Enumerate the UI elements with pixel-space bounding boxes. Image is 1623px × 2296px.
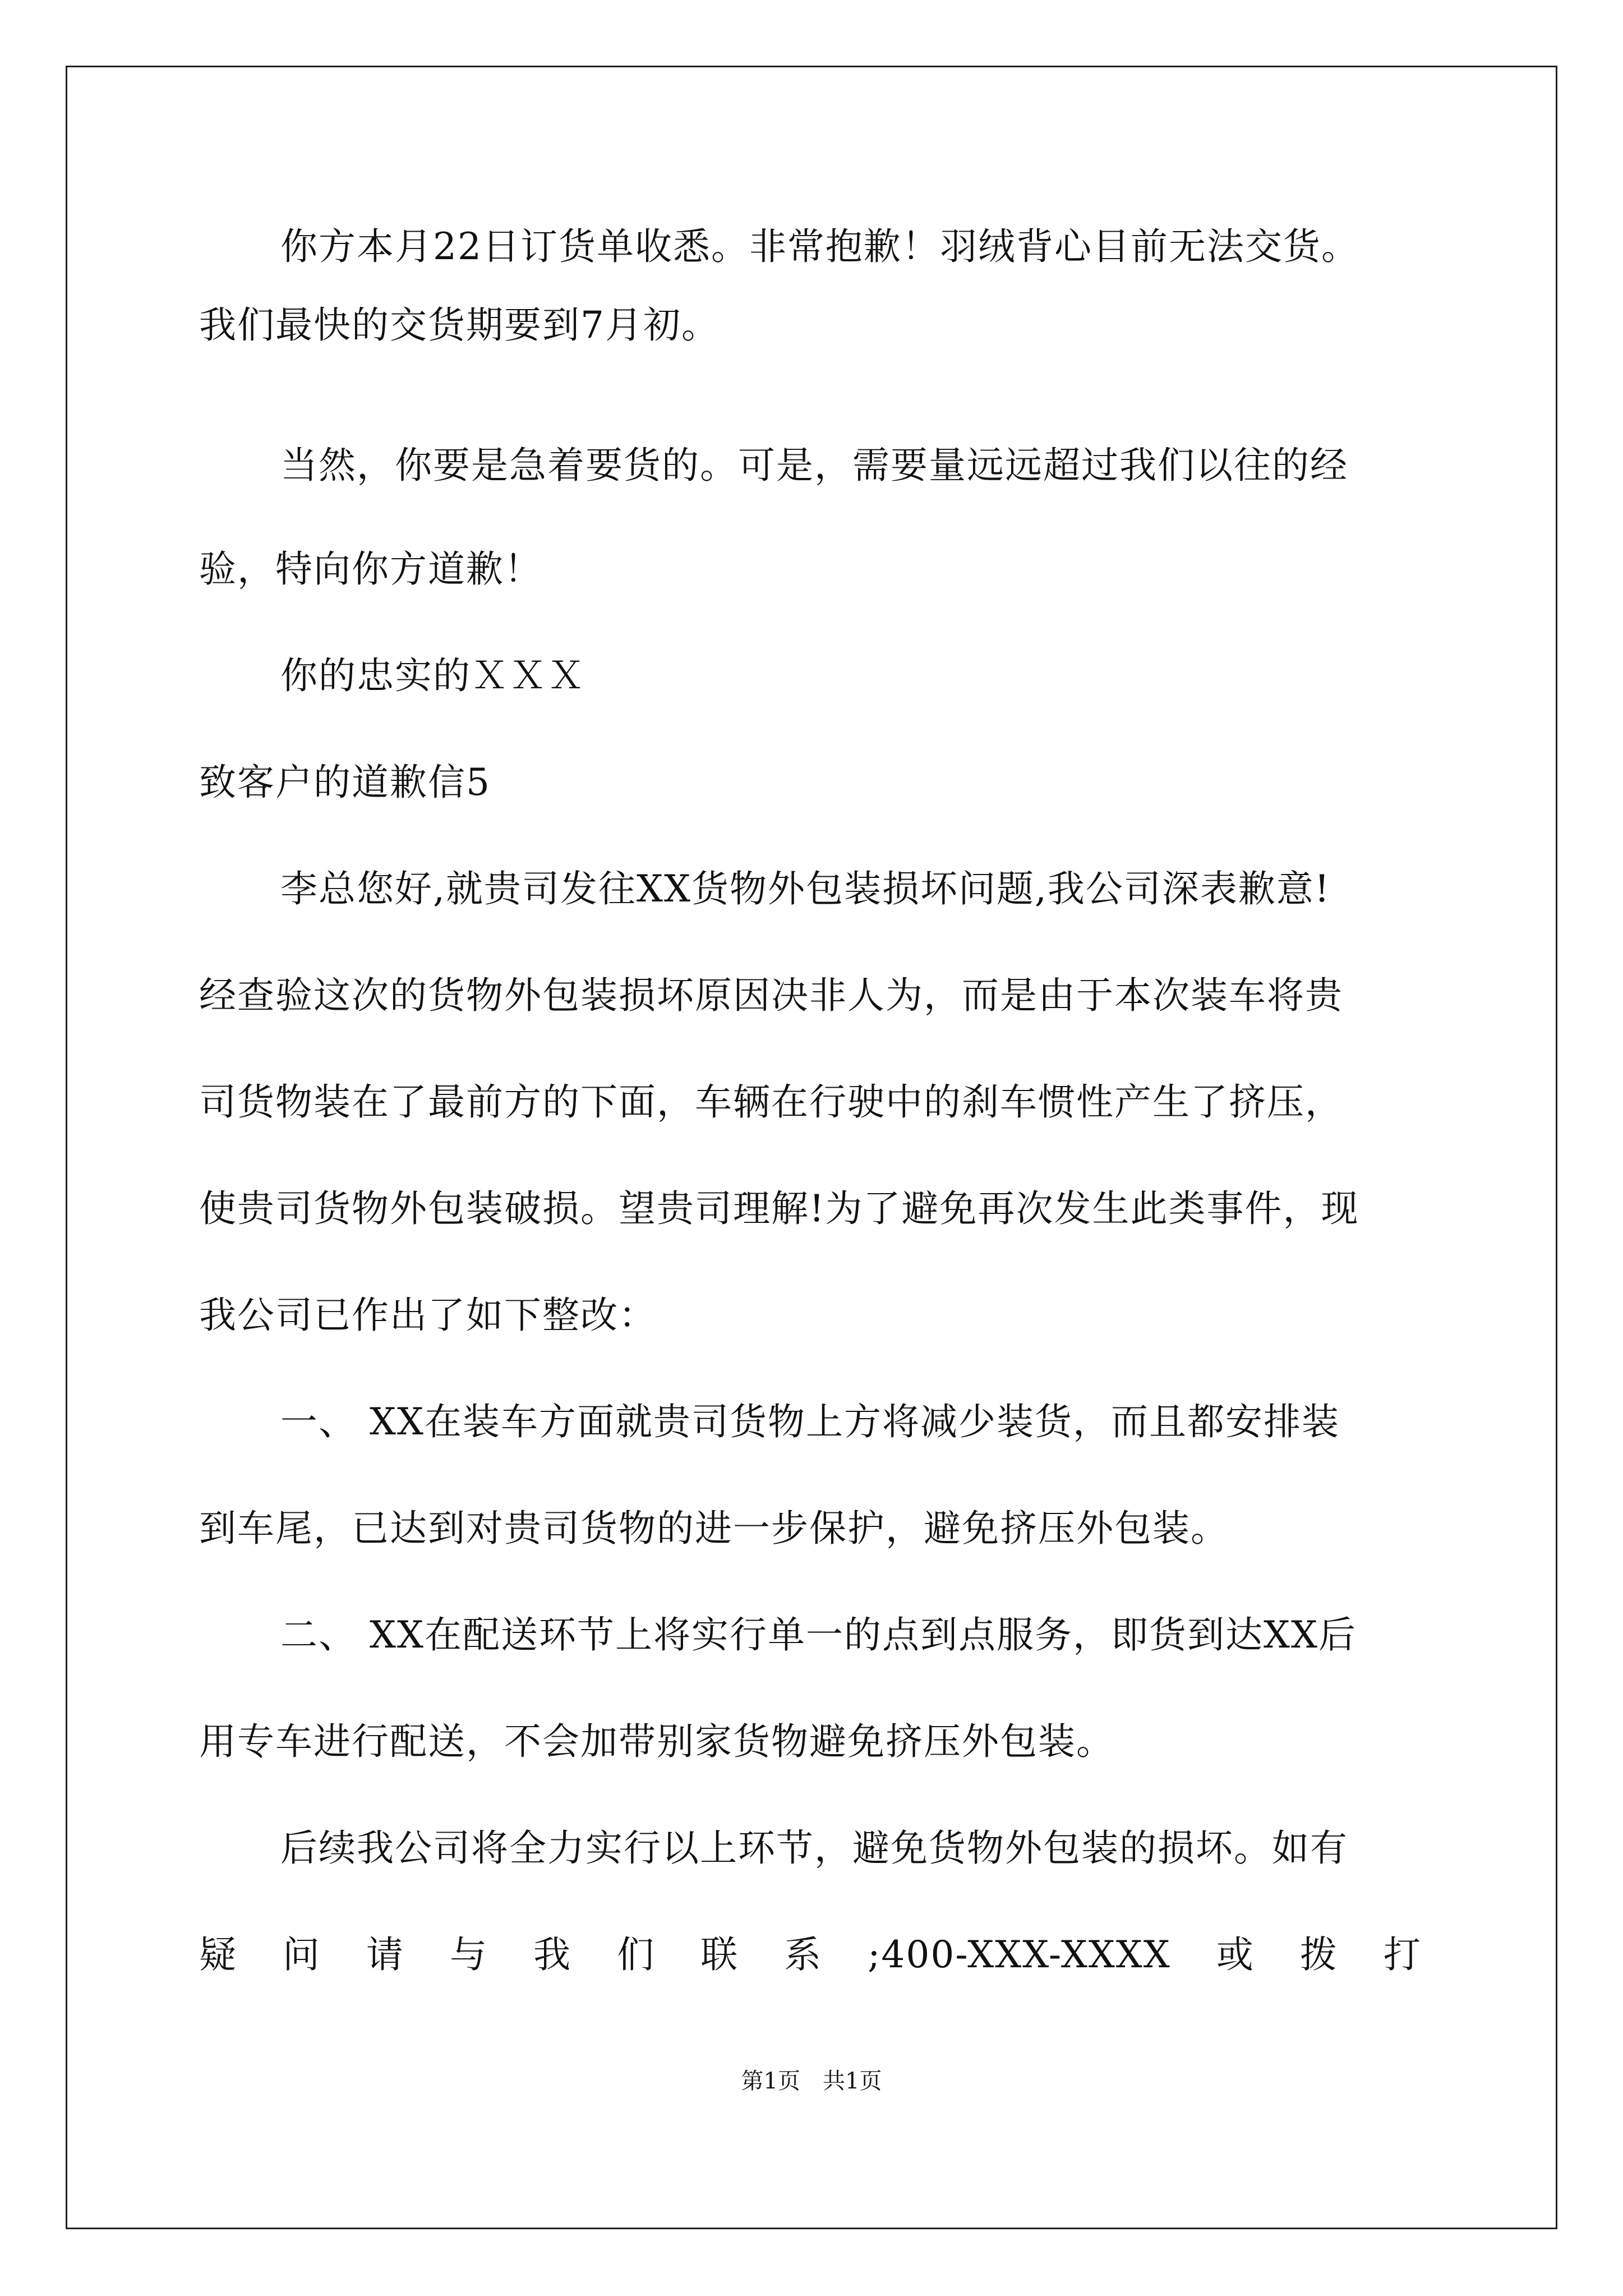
signature-line: 你的忠实的ＸＸＸ <box>280 654 585 697</box>
paragraph-line: 司货物装在了最前方的下面，车辆在行驶中的刹车惯性产生了挤压， <box>199 1080 1343 1124</box>
word: 联 <box>700 1933 739 1976</box>
paragraph-line: 你方本月22日订货单收悉。非常抱歉！羽绒背心目前无法交货。 <box>280 225 1359 268</box>
word: 打 <box>1383 1933 1422 1976</box>
word: 系 <box>784 1933 823 1976</box>
list-item-line: 一、 XX在装车方面就贵司货物上方将减少装货，而且都安排装 <box>280 1400 1340 1443</box>
paragraph-line: 验，特向你方道歉！ <box>199 547 542 591</box>
word: 请 <box>366 1933 405 1976</box>
page-number-footer: 第1页 共1页 <box>741 2068 882 2094</box>
paragraph-line: 使贵司货物外包装破损。望贵司理解!为了避免再次发生此类事件，现 <box>199 1187 1359 1230</box>
word: 问 <box>283 1933 321 1976</box>
list-item-line: 二、 XX在配送环节上将实行单一的点到点服务，即货到达XX后 <box>280 1613 1357 1657</box>
word: 疑 <box>199 1933 237 1976</box>
list-item-line: 到车尾，已达到对贵司货物的进一步保护，避免挤压外包装。 <box>199 1507 1229 1550</box>
phone-number: ;400-XXX-XXXX <box>868 1933 1171 1976</box>
paragraph-line: 经查验这次的货物外包装损坏原因决非人为，而是由于本次装车将贵 <box>199 974 1343 1017</box>
page-border <box>66 66 1557 2229</box>
paragraph-line: 我们最快的交货期要到7月初。 <box>199 303 720 347</box>
word: 们 <box>617 1933 656 1976</box>
word: 我 <box>533 1933 572 1976</box>
word: 或 <box>1216 1933 1255 1976</box>
paragraph-line: 我公司已作出了如下整改： <box>199 1294 657 1337</box>
section-heading: 致客户的道歉信5 <box>199 761 491 804</box>
paragraph-line: 后续我公司将全力实行以上环节，避免货物外包装的损坏。如有 <box>280 1826 1348 1870</box>
word: 拨 <box>1299 1933 1338 1976</box>
word: 与 <box>450 1933 488 1976</box>
list-item-line: 用专车进行配送，不会加带别家货物避免挤压外包装。 <box>199 1720 1114 1763</box>
justified-line <box>199 1930 1422 1980</box>
paragraph-line: 李总您好,就贵司发往XX货物外包装损坏问题,我公司深表歉意! <box>280 867 1331 910</box>
paragraph-line: 当然，你要是急着要货的。可是，需要量远远超过我们以往的经 <box>280 444 1348 487</box>
